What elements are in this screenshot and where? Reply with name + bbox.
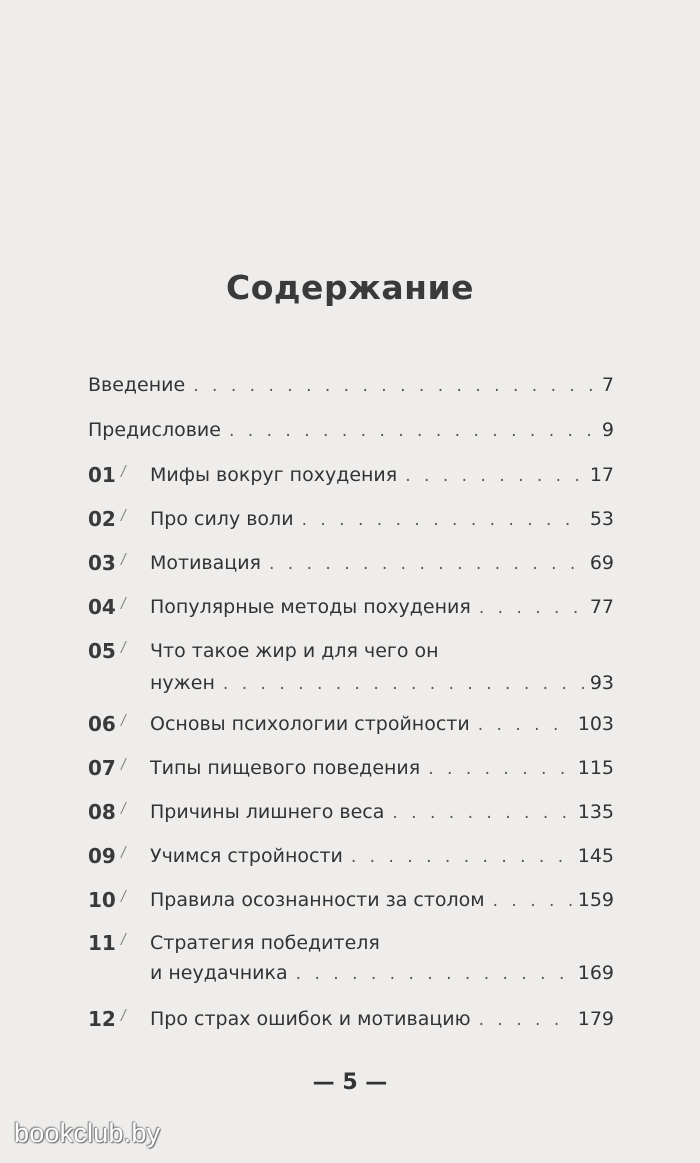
toc-entry-title: Мотивация (150, 552, 261, 574)
table-of-contents (88, 0, 614, 1163)
chapter-number: 10 (88, 888, 116, 912)
toc-entry-chapter-10[interactable] (88, 887, 614, 914)
dot-leader (479, 1007, 572, 1033)
chapter-number: 12 (88, 1007, 116, 1031)
dot-leader (428, 756, 572, 782)
toc-entry-intro[interactable] (88, 372, 614, 399)
toc-entry-chapter-04[interactable] (88, 594, 614, 621)
toc-entry-chapter-05[interactable] (88, 638, 614, 697)
toc-entry-chapter-08[interactable] (88, 799, 614, 826)
toc-entry-title: Причины лишнего веса (150, 801, 385, 823)
dot-leader (269, 551, 584, 577)
toc-entry-chapter-03[interactable] (88, 550, 614, 577)
dot-leader (302, 507, 584, 533)
chapter-number: 09 (88, 844, 116, 868)
toc-entry-title: Мифы вокруг похудения (150, 464, 398, 486)
toc-page-number: 77 (589, 596, 614, 618)
toc-page-number: 159 (577, 889, 614, 911)
toc-entry-title: Учимся стройности (150, 845, 343, 867)
chapter-number: 05 (88, 639, 116, 663)
toc-entry-title: Основы психологии стройности (150, 713, 470, 735)
dot-leader (223, 671, 584, 697)
toc-entry-chapter-06[interactable] (88, 711, 614, 738)
toc-page-number: 179 (577, 1008, 614, 1030)
toc-entry-chapter-01[interactable] (88, 462, 614, 489)
chapter-number: 08 (88, 800, 116, 824)
page-title: Содержание (226, 268, 474, 307)
dot-leader (229, 418, 596, 444)
dot-leader (405, 463, 584, 489)
watermark: bookclub.by (14, 1118, 161, 1148)
toc-entry-title-line1: Стратегия победителя (150, 932, 380, 954)
toc-entry-chapter-11[interactable] (88, 930, 614, 987)
dot-leader (193, 373, 596, 399)
dot-leader (479, 595, 584, 621)
toc-entry-title-line2: нужен (150, 672, 215, 694)
toc-entry-preface[interactable] (88, 417, 614, 444)
toc-page-number: 103 (577, 713, 614, 735)
toc-entry-title: Введение (88, 374, 186, 396)
chapter-number: 11 (88, 931, 116, 955)
chapter-number: 02 (88, 507, 116, 531)
toc-entry-title: Предисловие (88, 419, 221, 441)
toc-entry-title: Правила осознанности за столом (150, 889, 485, 911)
toc-page-number: 17 (589, 464, 614, 486)
page-folio: — 5 — (312, 1070, 388, 1095)
chapter-number: 07 (88, 756, 116, 780)
toc-page-number: 169 (577, 962, 614, 984)
toc-page-number: 9 (601, 419, 614, 441)
chapter-number: 01 (88, 463, 116, 487)
dot-leader (351, 844, 572, 870)
toc-page-number: 145 (577, 845, 614, 867)
toc-page-number: 135 (577, 801, 614, 823)
chapter-number: 04 (88, 595, 116, 619)
dot-leader (478, 712, 572, 738)
toc-entry-title: Популярные методы похудения (150, 596, 471, 618)
toc-page-number: 93 (589, 672, 614, 694)
toc-entry-title: Про страх ошибок и мотивацию (150, 1008, 471, 1030)
toc-page-number: 7 (601, 374, 614, 396)
toc-entry-chapter-02[interactable] (88, 506, 614, 533)
toc-page-number: 115 (577, 757, 614, 779)
toc-entry-chapter-07[interactable] (88, 755, 614, 782)
toc-page-number: 53 (589, 508, 614, 530)
toc-entry-title: Типы пищевого поведения (150, 757, 421, 779)
toc-page-number: 69 (589, 552, 614, 574)
dot-leader (296, 961, 572, 987)
toc-entry-title: Про силу воли (150, 508, 294, 530)
chapter-number: 03 (88, 551, 116, 575)
chapter-number: 06 (88, 712, 116, 736)
dot-leader (493, 888, 572, 914)
toc-entry-title-line2: и неудачника (150, 962, 288, 984)
toc-entry-chapter-09[interactable] (88, 843, 614, 870)
toc-entry-chapter-12[interactable] (88, 1006, 614, 1033)
toc-entry-title-line1: Что такое жир и для чего он (150, 640, 439, 662)
dot-leader (392, 800, 571, 826)
